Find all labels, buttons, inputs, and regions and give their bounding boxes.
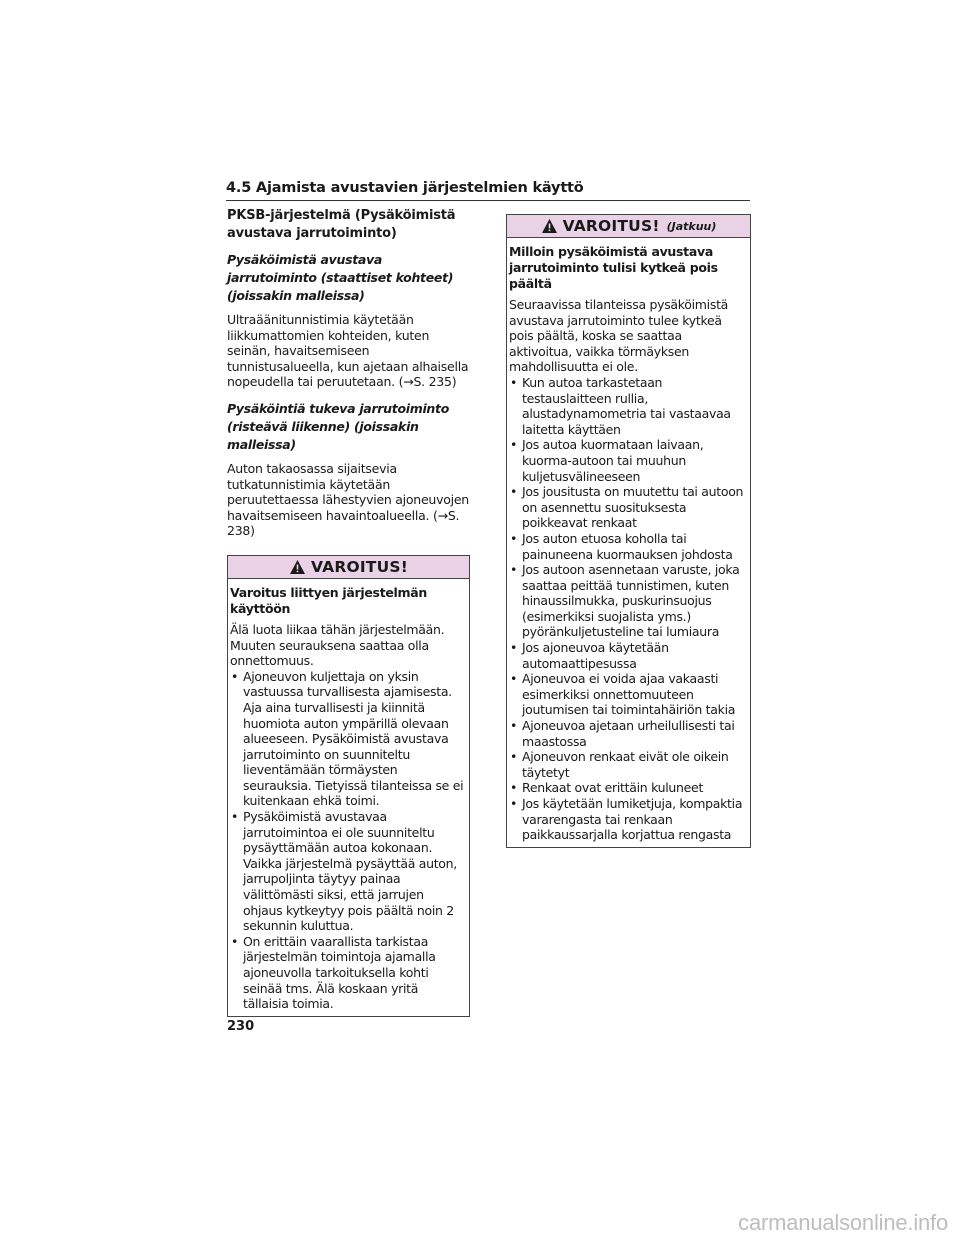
list-item: • Jos käytetään lumiketjuja, kompaktia vararengasta tai renkaan paikkaussarjalla korjattua rengasta [509,796,747,843]
warning-body [507,238,750,847]
warning-title: Milloin pysäköimistä avustava jarrutoiminto tulisi kytkeä pois päältä [509,244,718,291]
warning-intro: Älä luota liikaa tähän järjestelmään. Muuten seurauksena saattaa olla onnettomuus. [230,621,445,669]
warning-bullet-list [509,375,747,843]
list-item: • Jos autoa kuormataan laivaan, kuorma-autoon tai muuhun kuljetusvälineeseen [509,437,747,484]
paragraph-ultrasonic: Ultraäänitunnistimia käytetään liikkumattomien kohteiden, kuten seinän, havaitsemiseen tunnistusalueella, kun ajetaan alhaisella nopeudella tai peruutetaan. (→S. 235) [227,312,469,390]
warning-box-left [227,555,470,1017]
list-item: • Jos ajoneuvoa käytetään automaattipesussa [509,640,747,671]
warning-header [507,215,750,238]
right-column [506,214,751,848]
warning-triangle-icon [541,218,558,234]
list-item: • Kun autoa tarkastetaan testauslaitteen rullia, alustadynamometria tai vastaavaa laitetta käyttäen [509,375,747,437]
warning-header [228,556,469,579]
page-number: 230 [227,1019,255,1034]
subheading-cross-traffic: Pysäköintiä tukeva jarrutoiminto (risteävä liikenne) (joissakin malleissa) [227,400,449,452]
list-item: • Ajoneuvon kuljettaja on yksin vastuussa turvallisesta ajamisesta. Aja aina turvallisesti ja kiinnitä huomiota auton ympärillä olevaan alueeseen. Pysäköimistä avustava jarrutoiminto on suunniteltu lieventämään törmäysten seurauksia. Tietyissä tilanteissa se ei kuitenkaan ehkä toimi. [230,669,466,809]
warning-body [228,579,469,1016]
warning-box-right [506,214,751,848]
subheading-static-objects: Pysäköimistä avustava jarrutoiminto (staattiset kohteet) (joissakin malleissa) [227,252,454,303]
warning-intro: Seuraavissa tilanteissa pysäköimistä avustava jarrutoiminto tulee kytkeä pois päältä, koska se saattaa aktivoitua, vaikka törmäyksen mahdollisuutta ei ole. [509,297,729,375]
list-item: • Ajoneuvoa ajetaan urheilullisesti tai maastossa [509,718,747,749]
warning-label: VAROITUS! [562,217,660,235]
list-item: • Jos auton etuosa koholla tai painuneena kuormauksen johdosta [509,531,747,562]
list-item: • Jos autoon asennetaan varuste, joka saattaa peittää tunnistimen, kuten hinaussilmukka, puskurinsuojus (esimerkiksi suojalista yms.) pyöränkuljetusteline tai lumiaura [509,562,747,640]
list-item: • Ajoneuvoa ei voida ajaa vakaasti esimerkiksi onnettomuuteen joutumisen tai toimintahäiriön takia [509,671,747,718]
left-column [227,207,470,1017]
warning-bullet-list [230,669,466,1012]
warning-label: VAROITUS! [310,557,408,576]
list-item: • Jos jousitusta on muutettu tai autoon on asennettu suosituksesta poikkeavat renkaat [509,484,747,531]
section-header: 4.5 Ajamista avustavien järjestelmien käyttö [226,180,750,201]
section-title: PKSB-järjestelmä (Pysäköimistä avustava jarrutoiminto) [227,208,456,241]
list-item: • Ajoneuvon renkaat eivät ole oikein täytetyt [509,749,747,780]
paragraph-radar: Auton takaosassa sijaitsevia tutkatunnistimia käytetään peruutettaessa lähestyvien ajoneuvojen havaitsemiseen havaintoalueella. (→S. 238) [227,460,469,539]
warning-continued: (Jatkuu) [666,219,717,233]
warning-title: Varoitus liittyen järjestelmän käyttöön [230,584,427,616]
list-item: • On erittäin vaarallista tarkistaa järjestelmän toimintoja ajamalla ajoneuvolla tarkoituksella kohti seinää tms. Älä koskaan yritä tällaisia toimia. [230,934,466,1012]
warning-triangle-icon [289,559,306,575]
watermark: carmanualsonline.info [738,1210,948,1235]
list-item: • Pysäköimistä avustavaa jarrutoimintoa ei ole suunniteltu pysäyttämään autoa kokonaan. Vaikka järjestelmä pysäyttää auton, jarrupoljinta täytyy painaa välittömästi siksi, että jarrujen ohjaus kytkeytyy pois päältä noin 2 sekunnin kuluttua. [230,809,466,934]
list-item: • Renkaat ovat erittäin kuluneet [509,780,747,796]
